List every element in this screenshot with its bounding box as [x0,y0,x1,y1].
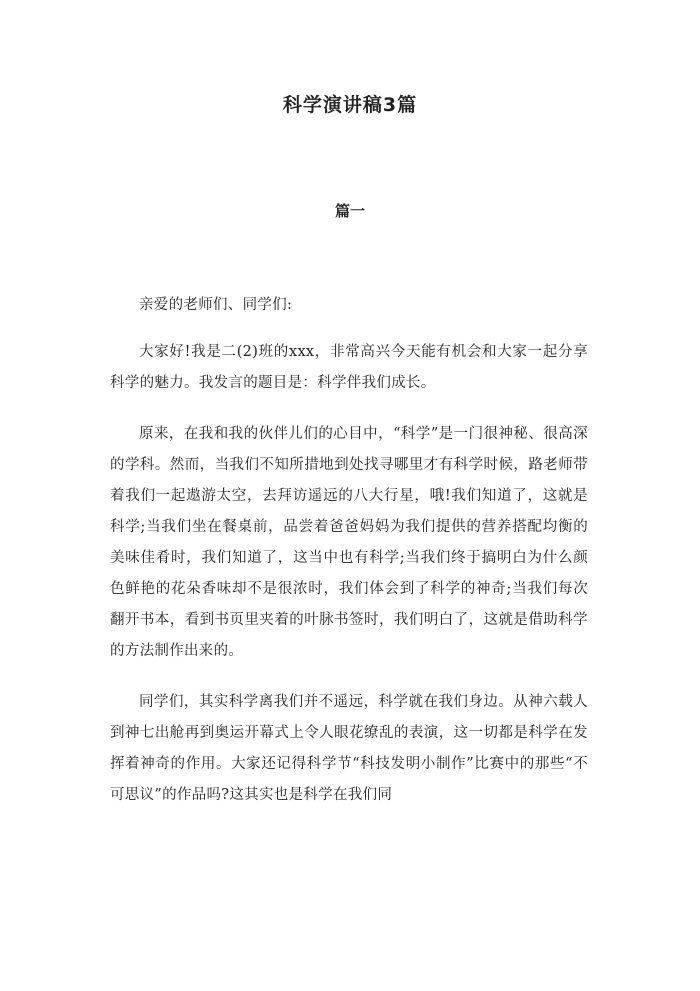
paragraph-greeting: 亲爱的老师们、同学们: [139,297,293,313]
paragraph-body-2: 同学们，其实科学离我们并不遥远，科学就在我们身边。从神六载人到神七出舱再到奥运开幕式上令人眼花缭乱的表演，这一切都是科学在发挥着神奇的作用。大家还记得科学节“科技发明小制作”比赛中的那些“不可思议”的作品吗?这其实也是科学在我们同 [110,694,588,803]
document-body [110,290,588,831]
document-title: 科学演讲稿3篇 [282,94,418,116]
section-heading: 篇一 [334,202,365,220]
paragraph-body-1: 原来，在我和我的伙伴儿们的心目中，“科学”是一门很神秘、很高深的学科。然而，当我们不知所措地到处找寻哪里才有科学时候，路老师带着我们一起遨游太空，去拜访遥远的八大行星，哦!我们知道了，这就是科学;当我们坐在餐桌前，品尝着爸爸妈妈为我们提供的营养搭配均衡的美味佳肴时，我们知道了，这当中也有科学;当我们终于搞明白为什么颜色鲜艳的花朵香味却不是很浓时，我们体会到了科学的神奇;当我们每次翻开书本，看到书页里夹着的叶脉书签时，我们明白了，这就是借助科学的方法制作出来的。 [110,426,588,659]
paragraph-intro: 大家好!我是二(2)班的xxx，非常高兴今天能有机会和大家一起分享科学的魅力。我发言的题目是：科学伴我们成长。 [110,344,588,391]
